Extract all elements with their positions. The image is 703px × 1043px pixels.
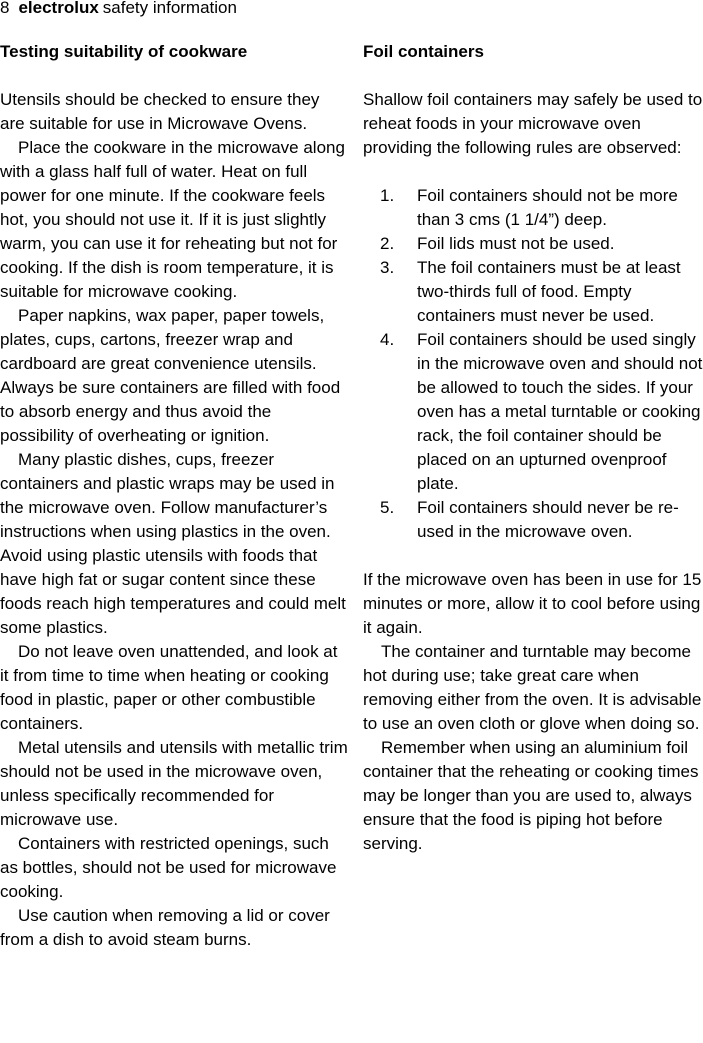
page-header	[0, 0, 237, 19]
left-paragraph: Metal utensils and utensils with metallic trim should not be used in the microwave oven, unless specifically recommended for microwave use.	[0, 738, 348, 829]
brand-name: electrolux	[18, 0, 99, 17]
foil-rules-list	[363, 184, 703, 544]
list-item	[363, 184, 703, 232]
right-column	[363, 40, 703, 856]
left-paragraph: Place the cookware in the microwave along with a glass half full of water. Heat on full power for one minute. If the cookware feels hot, you should not use it. If it is just slightly warm, you can use it for reheating but not for cooking. If the dish is room temperature, it is suitable for microwave cooking.	[0, 138, 345, 301]
page-number: 8	[0, 0, 10, 17]
list-item-text: Foil lids must not be used.	[417, 234, 615, 253]
list-item-text: Foil containers should be used singly in the microwave oven and should not be allowed to touch the sides. If your oven has a metal turntable or cooking rack, the foil container should be placed on an upturned ovenproof plate.	[417, 330, 703, 493]
right-paragraph: The container and turntable may become hot during use; take great care when removing either from the oven. It is advisable to use an oven cloth or glove when doing so.	[363, 642, 702, 733]
list-item-number: 3.	[380, 258, 395, 277]
left-column	[0, 40, 348, 952]
list-item-number: 4.	[380, 330, 395, 349]
section-title: safety information	[102, 0, 237, 17]
list-item	[363, 256, 703, 328]
cookware-testing-heading: Testing suitability of cookware	[0, 42, 248, 61]
left-paragraph: Containers with restricted openings, such as bottles, should not be used for microwave cooking.	[0, 834, 337, 901]
foil-intro: Shallow foil containers may safely be used to reheat foods in your microwave oven providing the following rules are observed:	[363, 90, 703, 157]
list-item-text: The foil containers must be at least two-thirds full of food. Empty containers must never be used.	[417, 258, 681, 325]
list-item-text: Foil containers should not be more than 3 cms (1 1/4”) deep.	[417, 186, 678, 229]
list-item	[363, 496, 703, 544]
left-paragraph: Many plastic dishes, cups, freezer containers and plastic wraps may be used in the microwave oven. Follow manufacturer’s instructions when using plastics in the oven. Avoid using plastic utensils with foods that have high fat or sugar content since these foods reach high temperatures and could melt some plastics.	[0, 450, 346, 637]
left-paragraph: Do not leave oven unattended, and look at it from time to time when heating or cooking food in plastic, paper or other combustible containers.	[0, 642, 338, 733]
list-item-text: Foil containers should never be re-used in the microwave oven.	[417, 498, 679, 541]
list-item	[363, 232, 703, 256]
list-item-number: 2.	[380, 234, 395, 253]
left-paragraph: Utensils should be checked to ensure they are suitable for use in Microwave Ovens.	[0, 90, 320, 133]
right-paragraph: Remember when using an aluminium foil container that the reheating or cooking times may be longer than you are used to, always ensure that the food is piping hot before serving.	[363, 738, 699, 853]
left-paragraph: Paper napkins, wax paper, paper towels, plates, cups, cartons, freezer wrap and cardboard are great convenience utensils. Always be sure containers are filled with food to absorb energy and thus avoid the possibility of overheating or ignition.	[0, 306, 341, 445]
foil-containers-heading: Foil containers	[363, 42, 484, 61]
left-paragraph: Use caution when removing a lid or cover from a dish to avoid steam burns.	[0, 906, 330, 949]
list-item-number: 1.	[380, 186, 395, 205]
right-paragraph: If the microwave oven has been in use for 15 minutes or more, allow it to cool before using it again.	[363, 570, 702, 637]
list-item	[363, 328, 703, 496]
list-item-number: 5.	[380, 498, 395, 517]
